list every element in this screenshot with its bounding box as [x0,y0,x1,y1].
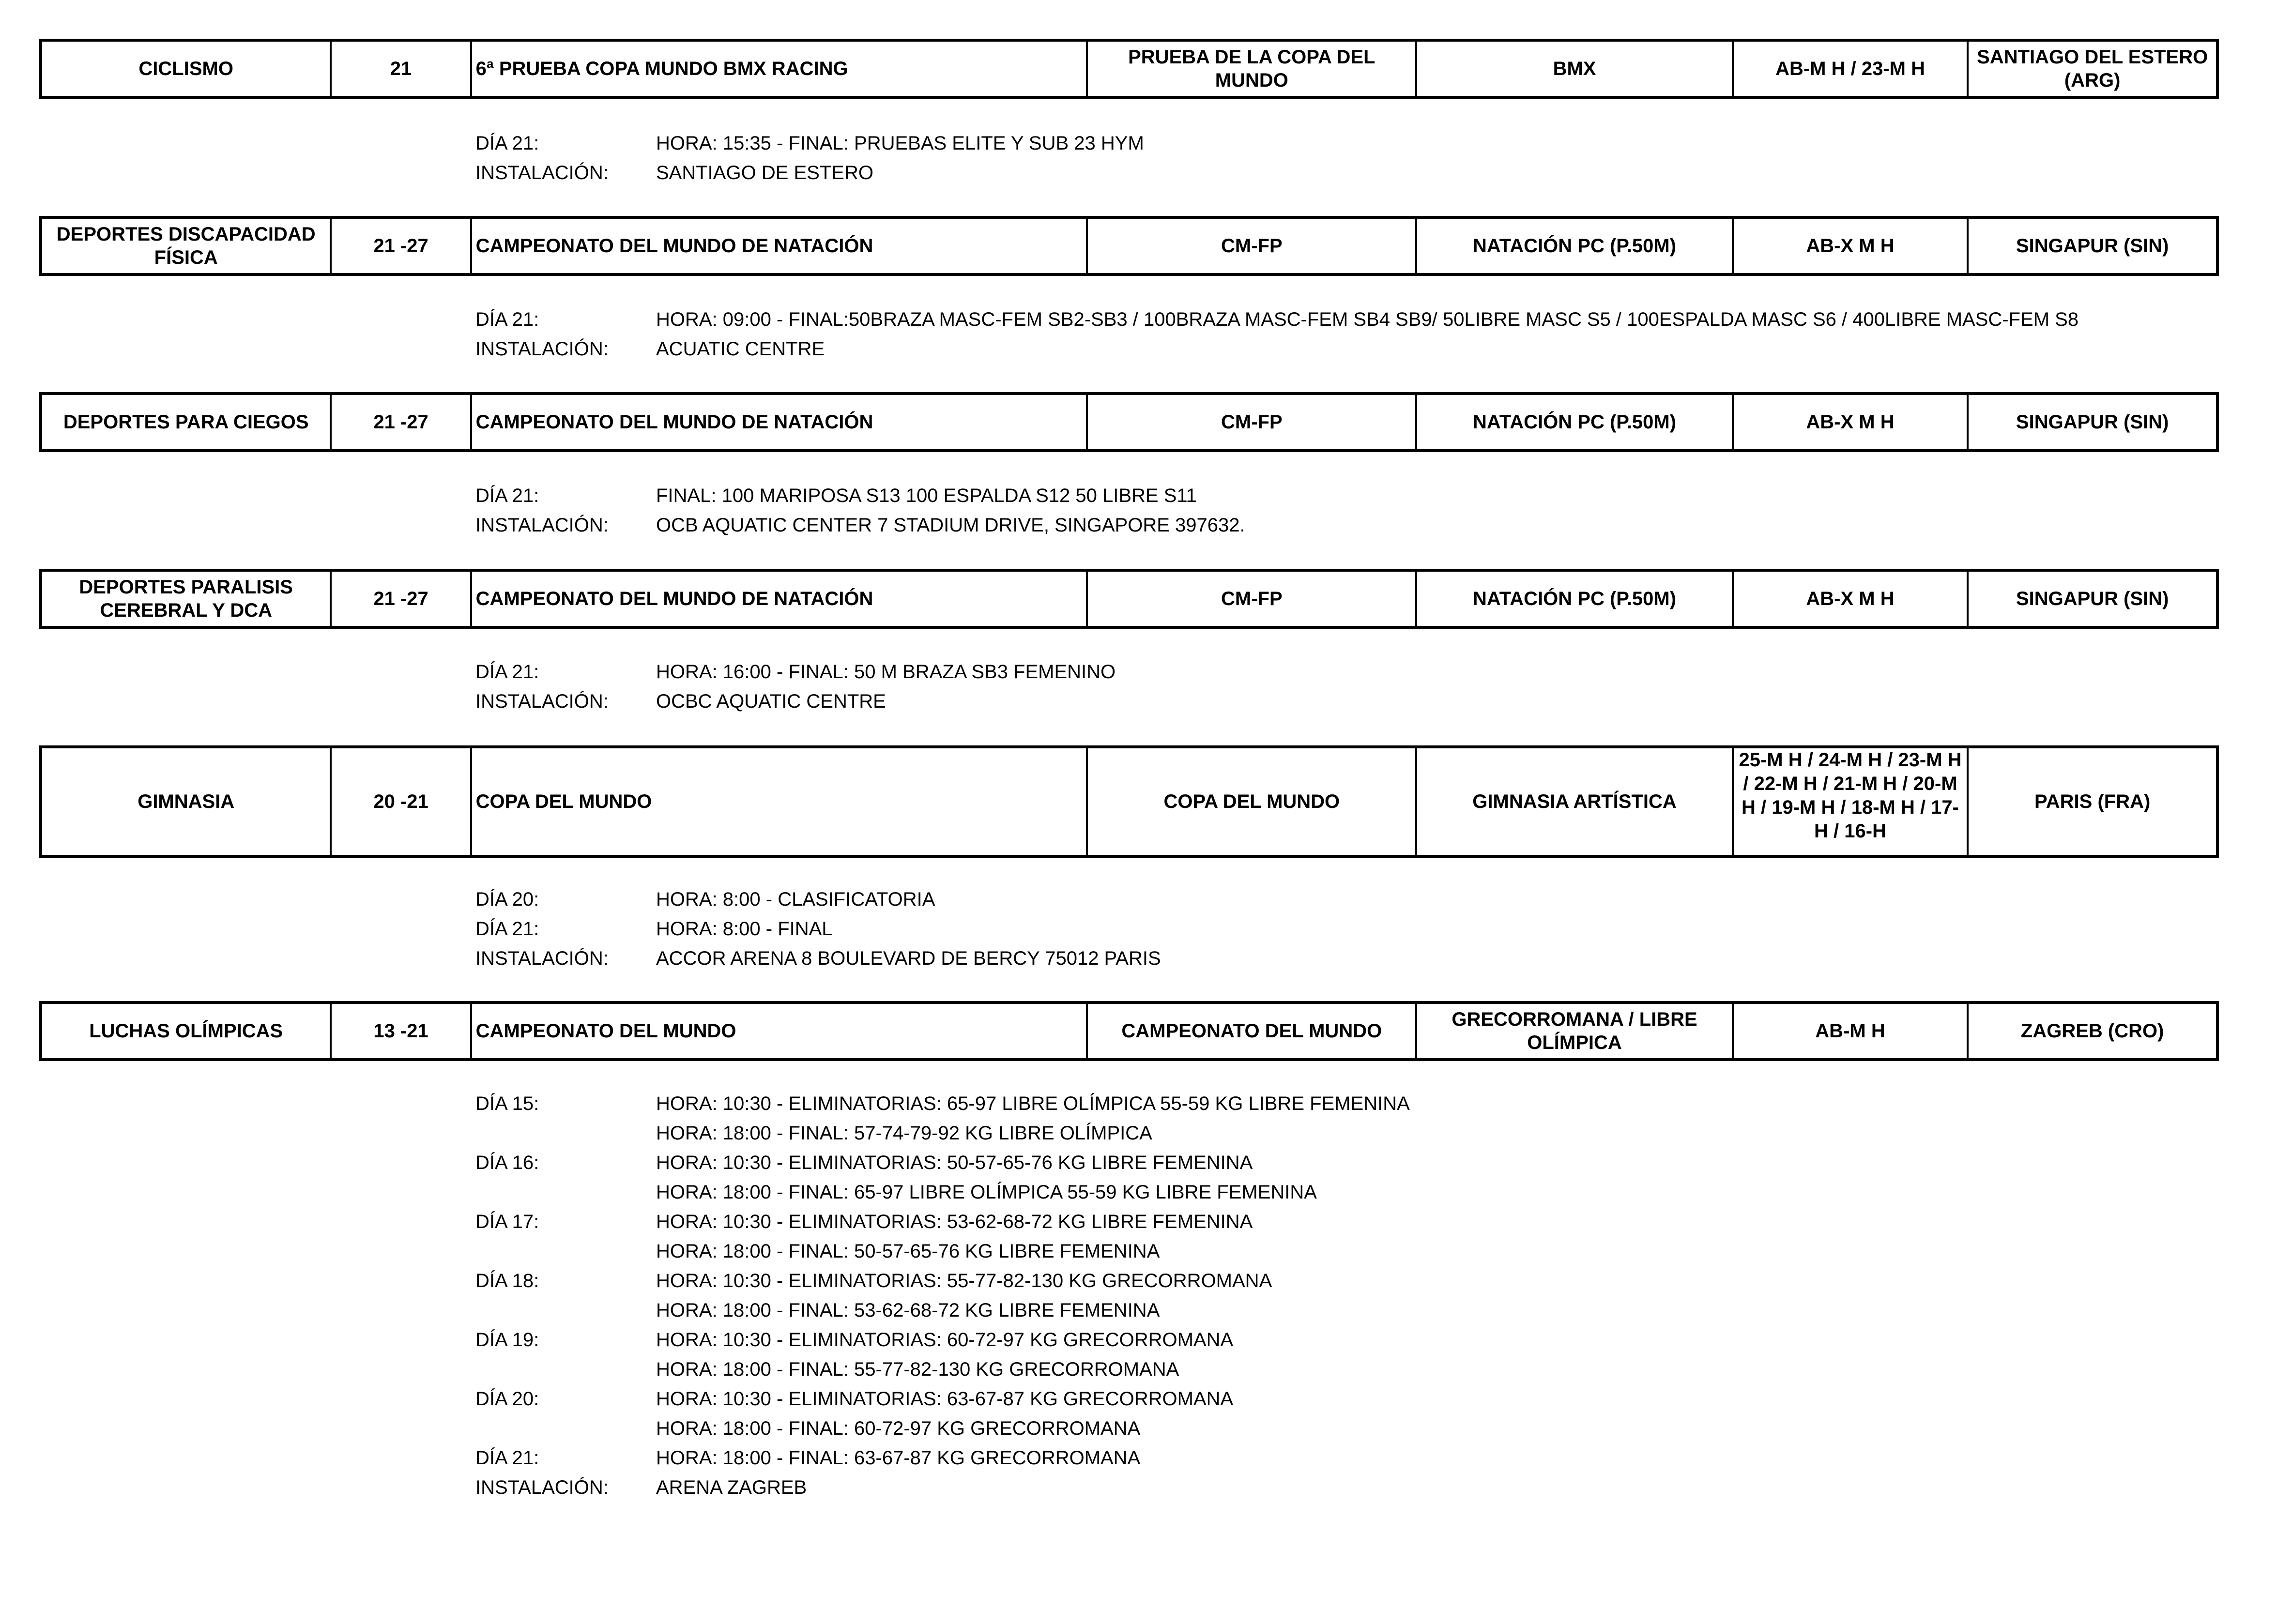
event-type: CM-FP [1088,572,1417,626]
detail-line [475,1119,2218,1148]
detail-label: INSTALACIÓN: [475,691,609,712]
detail-line [475,1178,2218,1207]
event-name: CAMPEONATO DEL MUNDO DE NATACIÓN [472,572,1088,626]
event-name: CAMPEONATO DEL MUNDO [472,1004,1088,1058]
event-details [475,657,2218,716]
detail-label: DÍA 15: [475,1093,539,1114]
detail-label: DÍA 18: [475,1270,539,1291]
event-category: AB-X M H [1734,572,1969,626]
event-details [475,885,2218,973]
event-category: 25-M H / 24-M H / 23-M H / 22-M H / 21-M H / 20-M H / 19-M H / 18-M H / 17-H / 16-H [1734,748,1969,855]
detail-text: ACCOR ARENA 8 BOULEVARD DE BERCY 75012 PARIS [656,948,1161,969]
detail-label: DÍA 20: [475,889,539,910]
detail-line [475,1089,2218,1119]
detail-text: HORA: 18:00 - FINAL: 65-97 LIBRE OLÍMPICA 55-59 KG LIBRE FEMENINA [656,1182,1317,1203]
detail-line [475,657,2218,687]
detail-line [475,1355,2218,1384]
event-details [475,481,2218,540]
event-location: SINGAPUR (SIN) [2016,411,2169,433]
detail-label: DÍA 21: [475,1447,539,1469]
detail-line [475,1148,2218,1178]
detail-label: DÍA 19: [475,1329,539,1351]
event-category: AB-X M H [1734,219,1969,273]
detail-label [475,1355,656,1384]
detail-line [475,158,2218,188]
detail-label: INSTALACIÓN: [475,162,609,183]
detail-label [475,1237,656,1266]
detail-label: DÍA 21: [475,661,539,683]
event-type: CAMPEONATO DEL MUNDO [1088,1004,1417,1058]
event-category: AB-M H [1734,1004,1969,1058]
detail-line [475,1207,2218,1237]
event-location: ZAGREB (CRO) [2020,1020,2164,1042]
detail-label: INSTALACIÓN: [475,515,609,536]
detail-text: OCBC AQUATIC CENTRE [656,691,886,712]
event-dates: 21 -27 [332,572,472,626]
detail-text: HORA: 10:30 - ELIMINATORIAS: 65-97 LIBRE OLÍMPICA 55-59 KG LIBRE FEMENINA [656,1093,1410,1114]
detail-text: HORA: 8:00 - CLASIFICATORIA [656,889,935,910]
detail-text: ARENA ZAGREB [656,1477,807,1498]
detail-text: HORA: 10:30 - ELIMINATORIAS: 53-62-68-72 KG LIBRE FEMENINA [656,1211,1253,1232]
detail-text: HORA: 15:35 - FINAL: PRUEBAS ELITE Y SUB 23 HYM [656,133,1144,154]
detail-label: DÍA 16: [475,1152,539,1173]
event-sport: DEPORTES PARALISIS CEREBRAL Y DCA [42,572,332,626]
detail-label: DÍA 21: [475,485,539,506]
event-dates: 21 -27 [332,219,472,273]
detail-text: FINAL: 100 MARIPOSA S13 100 ESPALDA S12 50 LIBRE S11 [656,485,1197,506]
detail-label [475,1119,656,1148]
event-sport: CICLISMO [42,42,332,96]
detail-line [475,1443,2218,1473]
detail-label [475,1296,656,1325]
event-name: CAMPEONATO DEL MUNDO DE NATACIÓN [472,219,1088,273]
detail-label [475,1178,656,1207]
detail-text: SANTIAGO DE ESTERO [656,162,873,183]
detail-text: HORA: 18:00 - FINAL: 53-62-68-72 KG LIBRE FEMENINA [656,1300,1160,1321]
event-sport: DEPORTES DISCAPACIDAD FÍSICA [42,219,332,273]
event-row-paralisis-cerebral [39,569,2219,629]
detail-line [475,481,2218,511]
detail-label: DÍA 20: [475,1388,539,1410]
event-dates: 21 -27 [332,395,472,449]
detail-label: INSTALACIÓN: [475,338,609,360]
event-location: SINGAPUR (SIN) [2016,588,2169,609]
event-type: CM-FP [1088,395,1417,449]
event-sport: LUCHAS OLÍMPICAS [42,1004,332,1058]
event-category: AB-M H / 23-M H [1734,42,1969,96]
event-location: SANTIAGO DEL ESTERO (ARG) [1977,46,2208,91]
detail-text: HORA: 18:00 - FINAL: 60-72-97 KG GRECORROMANA [656,1418,1141,1439]
event-row-ciegos [39,392,2219,452]
event-discipline: NATACIÓN PC (P.50M) [1417,219,1733,273]
detail-line [475,129,2218,158]
detail-label: DÍA 21: [475,918,539,940]
detail-text: HORA: 16:00 - FINAL: 50 M BRAZA SB3 FEMENINO [656,661,1116,683]
event-sport: GIMNASIA [42,748,332,855]
detail-text: HORA: 18:00 - FINAL: 50-57-65-76 KG LIBRE FEMENINA [656,1241,1160,1262]
event-row-discapacidad-fisica [39,216,2219,276]
event-name: COPA DEL MUNDO [472,748,1088,855]
event-row-gimnasia [39,745,2219,858]
detail-line [475,1266,2218,1296]
detail-line [475,885,2218,914]
event-name: CAMPEONATO DEL MUNDO DE NATACIÓN [472,395,1088,449]
detail-text: HORA: 10:30 - ELIMINATORIAS: 63-67-87 KG GRECORROMANA [656,1388,1234,1410]
detail-text: HORA: 10:30 - ELIMINATORIAS: 55-77-82-130 KG GRECORROMANA [656,1270,1272,1291]
detail-text: HORA: 8:00 - FINAL [656,918,833,940]
detail-line [475,511,2218,540]
detail-text: HORA: 18:00 - FINAL: 63-67-87 KG GRECORROMANA [656,1447,1141,1469]
event-type: CM-FP [1088,219,1417,273]
detail-line [475,1237,2218,1266]
detail-label: INSTALACIÓN: [475,948,609,969]
detail-line [475,944,2218,973]
detail-text: HORA: 18:00 - FINAL: 55-77-82-130 KG GRECORROMANA [656,1359,1179,1380]
detail-label: INSTALACIÓN: [475,1477,609,1498]
detail-line [475,334,2218,364]
detail-label: DÍA 17: [475,1211,539,1232]
event-location: PARIS (FRA) [2034,791,2151,812]
event-dates: 21 [332,42,472,96]
event-discipline: GRECORROMANA / LIBRE OLÍMPICA [1417,1004,1733,1058]
event-details [475,1089,2218,1503]
event-type: COPA DEL MUNDO [1088,748,1417,855]
detail-label: DÍA 21: [475,309,539,330]
detail-line [475,1325,2218,1355]
detail-label: DÍA 21: [475,133,539,154]
event-sport: DEPORTES PARA CIEGOS [42,395,332,449]
detail-line [475,687,2218,716]
event-category: AB-X M H [1734,395,1969,449]
event-type: PRUEBA DE LA COPA DEL MUNDO [1088,42,1417,96]
detail-line [475,1296,2218,1325]
detail-text: HORA: 18:00 - FINAL: 57-74-79-92 KG LIBRE OLÍMPICA [656,1123,1152,1144]
detail-line [475,1414,2218,1443]
detail-text: HORA: 10:30 - ELIMINATORIAS: 50-57-65-76 KG LIBRE FEMENINA [656,1152,1253,1173]
event-row-luchas [39,1001,2219,1061]
detail-line [475,1384,2218,1414]
detail-line [475,305,2218,334]
event-discipline: GIMNASIA ARTÍSTICA [1417,748,1733,855]
event-dates: 20 -21 [332,748,472,855]
event-discipline: NATACIÓN PC (P.50M) [1417,572,1733,626]
detail-text: HORA: 09:00 - FINAL:50BRAZA MASC-FEM SB2-SB3 / 100BRAZA MASC-FEM SB4 SB9/ 50LIBRE MASC S5 / 100ESPALDA MASC S6 / 400LIBRE MASC-FEM S8 [656,309,2079,330]
event-details [475,305,2218,364]
detail-label [475,1414,656,1443]
event-row-ciclismo [39,39,2219,99]
detail-line [475,914,2218,944]
event-location: SINGAPUR (SIN) [2016,235,2169,257]
event-dates: 13 -21 [332,1004,472,1058]
detail-text: ACUATIC CENTRE [656,338,825,360]
detail-text: HORA: 10:30 - ELIMINATORIAS: 60-72-97 KG GRECORROMANA [656,1329,1234,1351]
event-name: 6ª PRUEBA COPA MUNDO BMX RACING [472,42,1088,96]
detail-line [475,1473,2218,1503]
event-discipline: BMX [1417,42,1733,96]
detail-text: OCB AQUATIC CENTER 7 STADIUM DRIVE, SINGAPORE 397632. [656,515,1245,536]
event-details [475,129,2218,188]
event-discipline: NATACIÓN PC (P.50M) [1417,395,1733,449]
